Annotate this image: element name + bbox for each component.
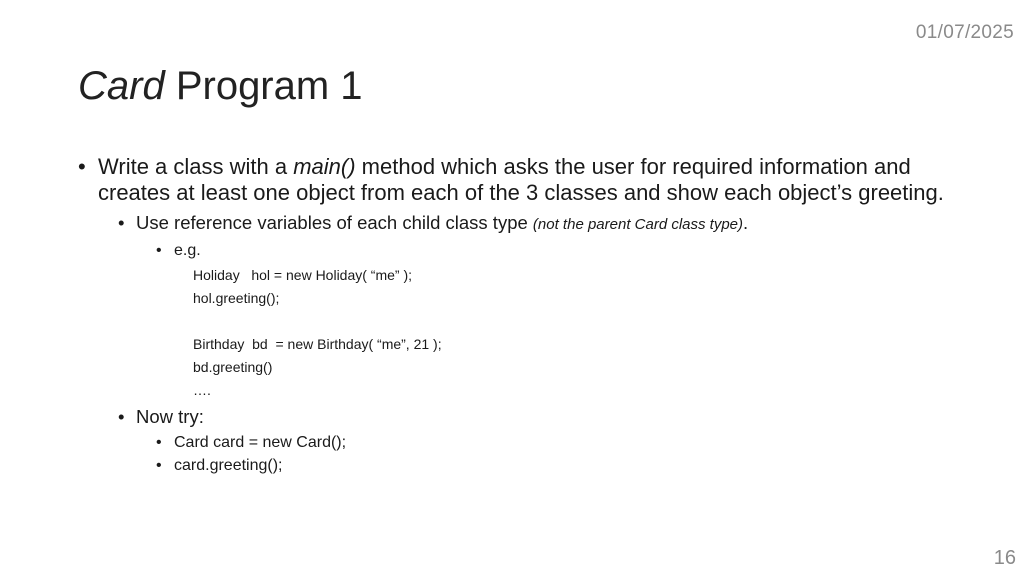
- bullet-sub-reference-text: Use reference variables of each child class type: [136, 212, 533, 233]
- bullet-try-item-text: card.greeting();: [174, 457, 283, 474]
- code-line: hol.greeting();: [193, 290, 280, 306]
- bullet-try-item: [78, 456, 978, 476]
- code-line: Birthday bd = new Birthday( “me”, 21 );: [193, 336, 442, 352]
- bullet-eg: [78, 241, 978, 261]
- code-line-blank: [78, 310, 978, 333]
- slide-title-italic: Card: [78, 64, 165, 108]
- bullet-try-item: [78, 433, 978, 453]
- bullet-now-try-text: Now try:: [136, 406, 204, 427]
- code-block: [78, 264, 978, 402]
- code-line: bd.greeting(): [193, 359, 273, 375]
- bullet-main-part2: method which asks the user for required information and creates at least one object from each of the 3 classes and show each object’s greeting.: [98, 154, 944, 205]
- bullet-icon: •: [156, 457, 162, 474]
- slide-title: [78, 60, 363, 112]
- slide-title-rest: Program 1: [164, 64, 363, 108]
- bullet-try-item-text: Card card = new Card();: [174, 434, 347, 451]
- bullet-eg-text: e.g.: [174, 242, 201, 259]
- bullet-icon: •: [156, 242, 162, 259]
- bullet-icon: •: [156, 434, 162, 451]
- page-number: 16: [993, 547, 1016, 569]
- bullet-main-part1: Write a class with a: [98, 154, 294, 179]
- bullet-main-italic: main(): [293, 154, 356, 179]
- bullet-now-try: [78, 406, 978, 428]
- bullet-sub-reference: [78, 212, 978, 236]
- code-line: Holiday hol = new Holiday( “me” );: [193, 267, 413, 283]
- bullet-sub-reference-end: .: [743, 212, 749, 233]
- bullet-sub-reference-note: (not the parent Card class type): [532, 216, 744, 233]
- code-line: ….: [193, 382, 211, 398]
- bullet-main: [78, 154, 978, 206]
- bullet-main-text: [98, 154, 978, 206]
- slide-content: [78, 154, 978, 479]
- slide-date: 01/07/2025: [915, 22, 1014, 43]
- bullet-icon: •: [118, 212, 125, 233]
- bullet-icon: •: [78, 154, 86, 179]
- bullet-icon: •: [118, 406, 125, 427]
